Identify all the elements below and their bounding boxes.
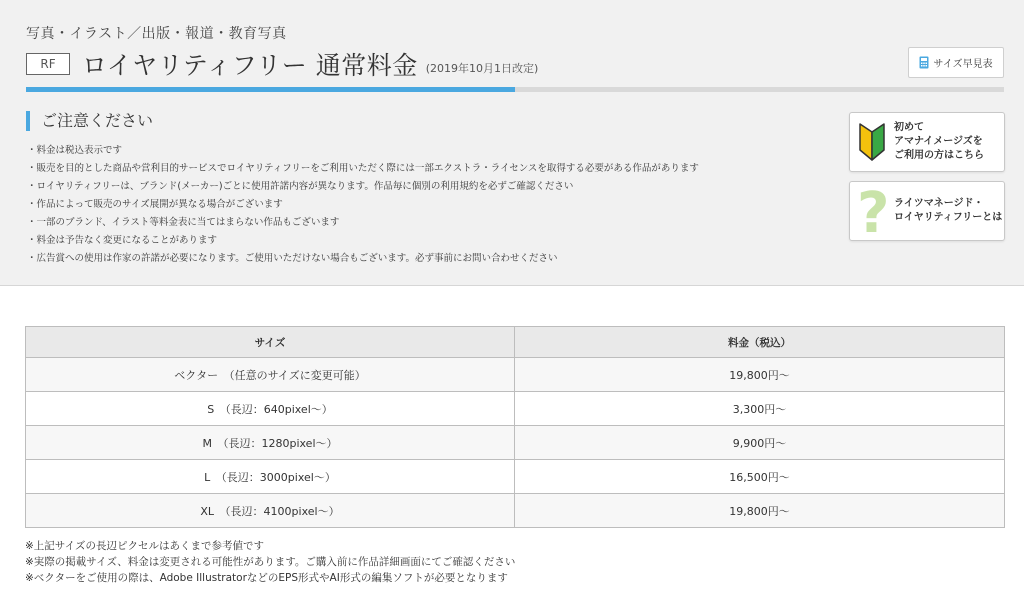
page-progress-bar xyxy=(26,87,1004,92)
title-row xyxy=(26,46,538,82)
rf-badge: RF xyxy=(26,53,70,75)
page-progress-fill xyxy=(26,87,515,92)
notice-item: ・一部のブランド、イラスト等料金表に当てはまらない作品もございます xyxy=(27,217,340,228)
price-cell: 19,800円〜 xyxy=(515,494,1005,528)
size-cell: L （長辺：3000pixel〜） xyxy=(26,460,515,494)
beginner-guide-banner[interactable] xyxy=(849,112,1005,172)
price-table xyxy=(25,326,1005,528)
question-mark-icon xyxy=(850,182,894,240)
breadcrumb: 写真・イラスト／出版・報道・教育写真 xyxy=(26,26,287,42)
price-cell: 19,800円〜 xyxy=(515,358,1005,392)
calculator-icon xyxy=(919,56,929,69)
top-info-area xyxy=(0,0,1024,286)
price-cell: 9,900円〜 xyxy=(515,426,1005,460)
notice-item: ・作品によって販売のサイズ展開が異なる場合がございます xyxy=(27,199,283,210)
size-cell: M （長辺：1280pixel〜） xyxy=(26,426,515,460)
notice-item: ・広告賞への使用は作家の許諾が必要になります。ご使用いただけない場合もございます。必ず事前にお問い合わせください xyxy=(27,253,558,264)
revision-note: (2019年10月1日改定) xyxy=(425,62,539,75)
notice-heading: ご注意ください xyxy=(26,111,153,131)
table-header-row xyxy=(26,327,1005,358)
size-chart-label: サイズ早見表 xyxy=(933,59,993,70)
column-header-price: 料金（税込） xyxy=(515,327,1005,358)
table-row xyxy=(26,358,1005,392)
notice-item: ・ロイヤリティフリーは、ブランド(メーカー)ごとに使用許諾内容が異なります。作品毎に個別の利用規約を必ずご確認ください xyxy=(27,181,574,192)
size-cell: S （長辺：640pixel〜） xyxy=(26,392,515,426)
footnotes xyxy=(25,538,515,586)
footnote: ※ベクターをご使用の際は、Adobe IllustratorなどのEPS形式やAI形式の編集ソフトが必要となります xyxy=(25,572,508,584)
footnote: ※実際の掲載サイズ、料金は変更される可能性があります。ご購入前に作品詳細画面にてご確認ください xyxy=(25,556,516,568)
price-cell: 3,300円〜 xyxy=(515,392,1005,426)
notice-item: ・料金は予告なく変更になることがあります xyxy=(27,235,218,246)
size-cell: XL （長辺：4100pixel〜） xyxy=(26,494,515,528)
column-header-size: サイズ xyxy=(26,327,515,358)
rights-managed-info-text: ライツマネージド・ ロイヤリティフリーとは xyxy=(894,198,1003,223)
size-chart-button[interactable] xyxy=(908,47,1004,78)
svg-text:?: ? xyxy=(857,182,890,240)
page-title: ロイヤリティフリー 通常料金 xyxy=(82,51,418,80)
price-cell: 16,500円〜 xyxy=(515,460,1005,494)
notice-item: ・料金は税込表示です xyxy=(27,145,123,156)
notice-list xyxy=(27,142,699,268)
footnote: ※上記サイズの長辺ピクセルはあくまで参考値です xyxy=(25,540,264,552)
table-row xyxy=(26,392,1005,426)
rights-managed-info-banner[interactable] xyxy=(849,181,1005,241)
beginner-guide-text: 初めて アマナイメージズを ご利用の方はこちら xyxy=(894,122,984,161)
table-row xyxy=(26,426,1005,460)
notice-item: ・販売を目的とした商品や営利目的サービスでロイヤリティフリーをご利用いただく際には一部エクストラ・ライセンスを取得する必要がある作品があります xyxy=(27,163,699,174)
table-row xyxy=(26,460,1005,494)
table-row xyxy=(26,494,1005,528)
size-cell: ベクター （任意のサイズに変更可能） xyxy=(26,358,515,392)
beginner-mark-icon xyxy=(850,113,894,171)
